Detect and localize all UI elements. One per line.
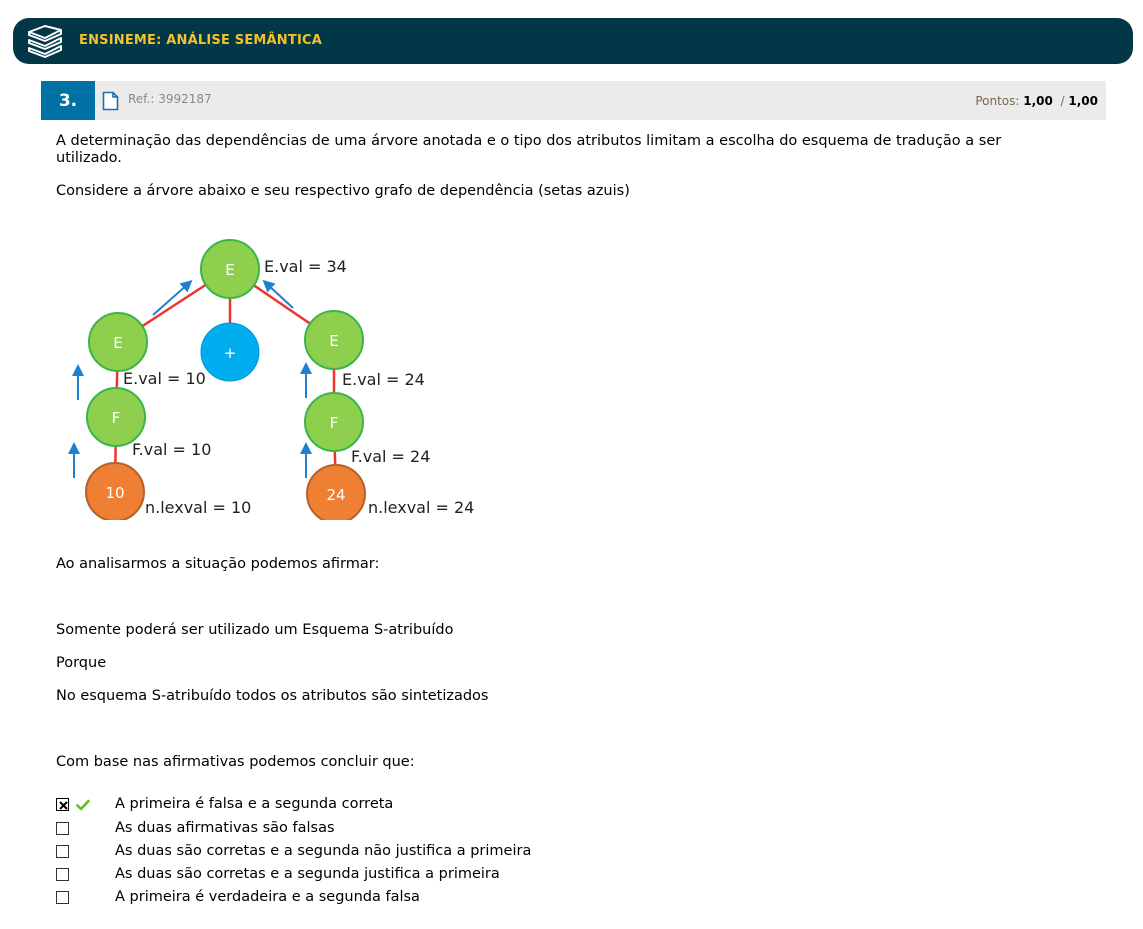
question-paragraph-2: Considere a árvore abaixo e seu respectivo grafo de dependência (setas azuis) [56, 183, 630, 199]
annotation-right-e: E.val = 24 [342, 370, 425, 389]
annotation-root: E.val = 34 [264, 257, 347, 276]
answer-option[interactable] [56, 843, 656, 863]
assertion-2: No esquema S-atribuído todos os atributos são sintetizados [56, 688, 489, 704]
answer-option[interactable] [56, 889, 656, 909]
points-display [975, 94, 1098, 108]
answer-option[interactable] [56, 820, 656, 840]
checkbox[interactable] [56, 822, 69, 835]
answer-option[interactable] [56, 796, 656, 816]
points-separator: / [1060, 94, 1065, 108]
answer-option-label: As duas são corretas e a segunda não justifica a primeira [115, 843, 532, 859]
node-right-e-label: E [329, 332, 339, 350]
assertion-connector: Porque [56, 655, 107, 671]
node-left-f-label: F [111, 409, 121, 427]
annotation-left-e: E.val = 10 [123, 369, 206, 388]
document-icon[interactable] [102, 91, 119, 111]
conclusion-prompt: Com base nas afirmativas podemos concluir que: [56, 754, 415, 770]
question-number: 3. [41, 81, 95, 120]
checkbox-checked[interactable] [56, 798, 69, 811]
node-left-num-label: 10 [105, 484, 125, 502]
annotation-left-f: F.val = 10 [132, 440, 212, 459]
points-label: Pontos: [975, 94, 1020, 108]
header-banner [13, 18, 1133, 64]
node-root-label: E [225, 261, 235, 279]
node-right-num-label: 24 [326, 486, 346, 504]
answer-option-label: As duas são corretas e a segunda justifica a primeira [115, 866, 500, 882]
answer-option-label: As duas afirmativas são falsas [115, 820, 335, 836]
checkbox[interactable] [56, 845, 69, 858]
annotation-right-num: n.lexval = 24 [368, 498, 475, 517]
assertion-1: Somente poderá ser utilizado um Esquema S-atribuído [56, 622, 454, 638]
correct-check-icon [76, 798, 90, 812]
question-header [41, 81, 1106, 120]
checkbox[interactable] [56, 868, 69, 881]
question-paragraph-1: A determinação das dependências de uma árvore anotada e o tipo dos atributos limitam a escolha do esquema de tradução a ser utilizado. [56, 133, 1002, 166]
reference-code: Ref.: 3992187 [128, 92, 212, 106]
node-plus-label: + [223, 344, 237, 362]
banner-title: ENSINEME: ANÁLISE SEMÂNTICA [79, 33, 322, 48]
points-value: 1,00 [1023, 94, 1053, 108]
node-right-f-label: F [329, 414, 339, 432]
books-icon [25, 24, 65, 58]
answer-option-label: A primeira é falsa e a segunda correta [115, 796, 394, 812]
node-left-e-label: E [113, 334, 123, 352]
annotation-right-f: F.val = 24 [351, 447, 431, 466]
question-paragraph-3: Ao analisarmos a situação podemos afirmar: [56, 556, 380, 572]
answer-option-label: A primeira é verdadeira e a segunda falsa [115, 889, 420, 905]
annotation-left-num: n.lexval = 10 [145, 498, 252, 517]
answer-option[interactable] [56, 866, 656, 886]
annotated-parse-tree [56, 222, 486, 520]
points-max: 1,00 [1068, 94, 1098, 108]
checkbox[interactable] [56, 891, 69, 904]
